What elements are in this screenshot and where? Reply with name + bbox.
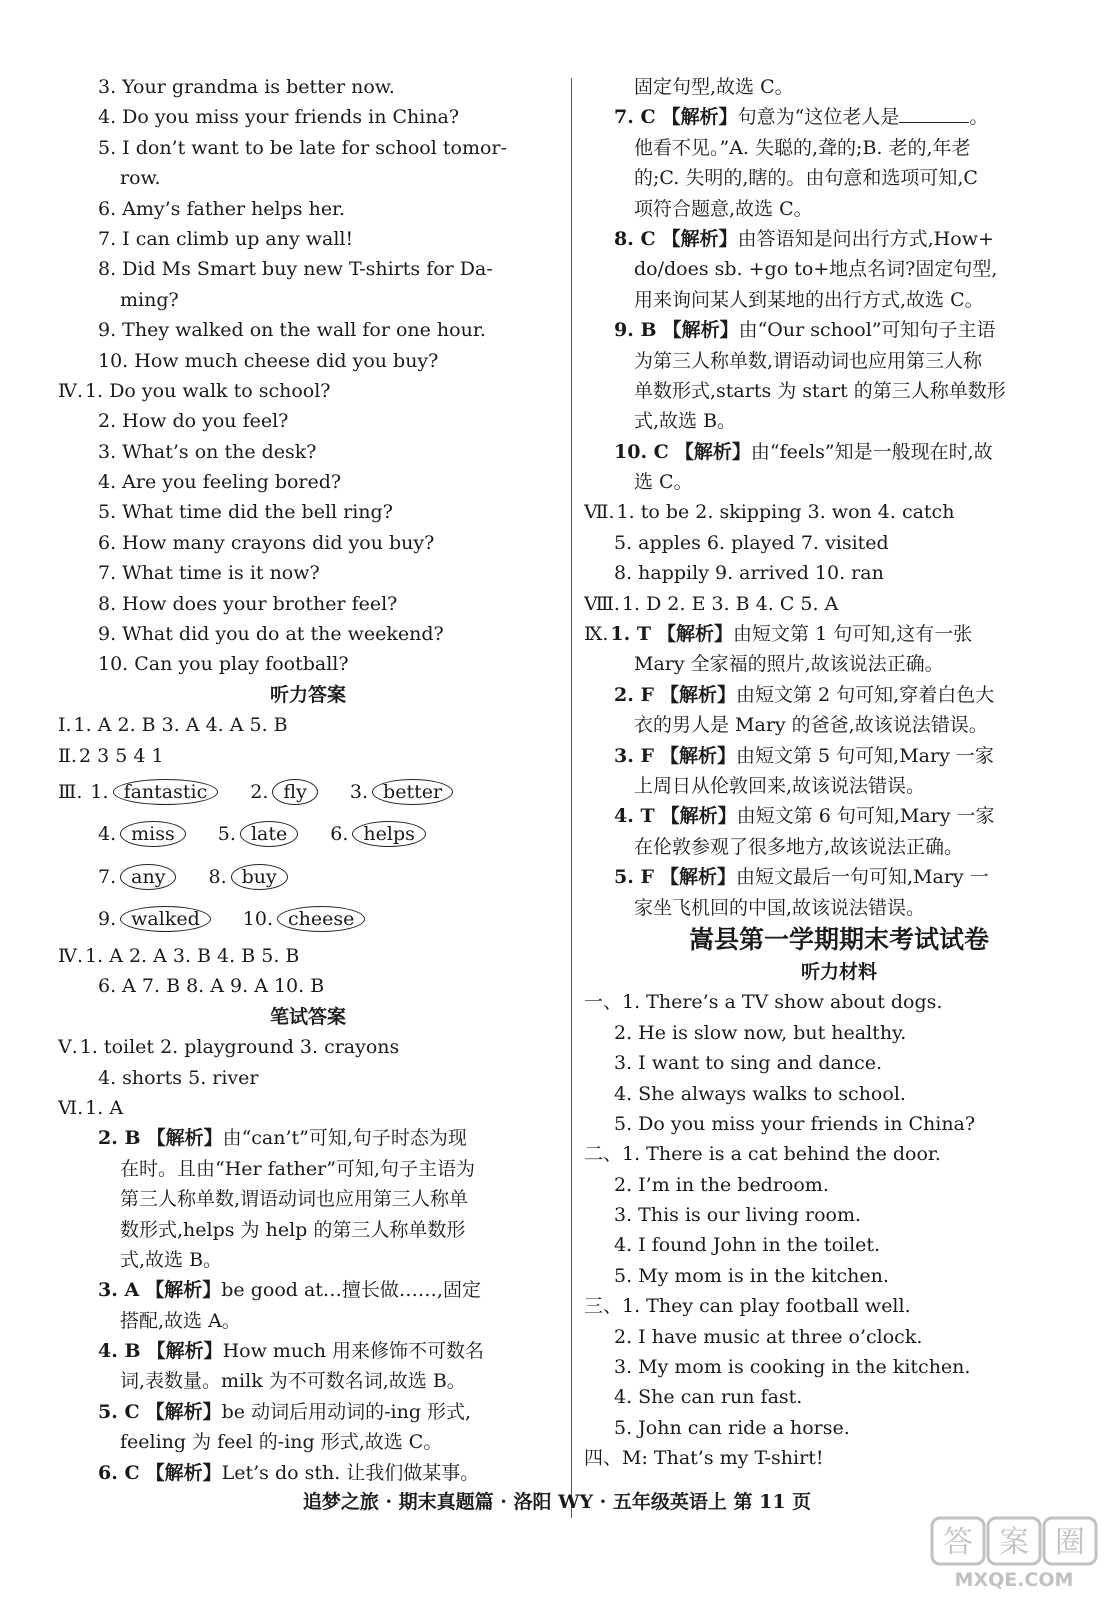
- page-footer: 追梦之旅 · 期末真题篇 · 洛阳 WY · 五年级英语上 第 11 页: [302, 1491, 812, 1513]
- right-column: [584, 72, 1094, 1474]
- answer-line: 1. Do you walk to school?: [85, 379, 331, 402]
- answer-line: 2 3 5 4 1: [78, 744, 164, 767]
- explanation-text: 式,故选 B。: [120, 1248, 223, 1271]
- part-label: 二、: [584, 1143, 623, 1166]
- watermark-glyph: 圈: [1055, 1525, 1085, 1560]
- section-numeral: Ⅶ.: [584, 501, 615, 524]
- item-number: 2.: [250, 780, 269, 803]
- answer-line: row.: [120, 167, 161, 190]
- answer-line: 8. happily 9. arrived 10. ran: [614, 562, 884, 585]
- explanation-tag: 【解析】: [661, 106, 738, 129]
- answer-line: 9. What did you do at the weekend?: [98, 623, 444, 646]
- circled-word: buy: [231, 864, 288, 890]
- explanation-text: 由短文最后一句可知,Mary 一: [736, 866, 989, 889]
- item-number: 6.: [330, 823, 349, 846]
- watermark-glyph: 案: [999, 1525, 1029, 1560]
- material-line: 2. I have music at three o’clock.: [614, 1325, 923, 1348]
- section-numeral: Ⅸ.: [584, 623, 609, 646]
- item-answer: 9. B: [614, 319, 657, 342]
- answer-line: 6. Amy’s father helps her.: [98, 197, 346, 220]
- circled-word: late: [240, 821, 298, 847]
- answer-line: 5. What time did the bell ring?: [98, 501, 393, 524]
- explanation-text: 式,故选 B。: [634, 410, 737, 433]
- answer-line: 1. A: [85, 1096, 124, 1119]
- explanation-tag: 【解析】: [660, 805, 737, 828]
- circled-word: any: [120, 864, 176, 890]
- section-numeral: Ⅰ.: [58, 714, 72, 737]
- explanation-block: [58, 1123, 558, 1488]
- explanation-tag: 【解析】: [661, 227, 738, 250]
- material-part-3: [584, 1291, 1094, 1443]
- material-line: 3. My mom is cooking in the kitchen.: [614, 1356, 971, 1379]
- material-line: 2. He is slow now, but healthy.: [614, 1021, 907, 1044]
- item-answer: 8. C: [614, 227, 656, 250]
- answer-line: 5. apples 6. played 7. visited: [614, 531, 889, 554]
- explanation-text: 为第三人称单数,谓语动词也应用第三人称: [634, 349, 983, 372]
- material-line: 5. Do you miss your friends in China?: [614, 1112, 976, 1135]
- listening-answers-heading: 听力答案: [269, 683, 346, 706]
- explanation-tag: 【解析】: [660, 683, 737, 706]
- item-number: 3.: [349, 780, 369, 803]
- explanation-text: be 动词后用动词的-ing 形式,: [221, 1400, 472, 1423]
- material-line: M: That’s my T-shirt!: [622, 1447, 824, 1470]
- explanation-text: 搭配,故选 A。: [120, 1309, 241, 1332]
- answer-line: 4. Do you miss your friends in China?: [98, 106, 460, 129]
- item-answer: 5. F: [614, 866, 654, 889]
- material-line: 4. I found John in the toilet.: [614, 1234, 881, 1257]
- watermark-url: MXQE.COM: [954, 1569, 1074, 1591]
- explanation-text: 上周日从伦敦回来,故该说法错误。: [634, 774, 926, 797]
- explanation-text: How much 用来修饰不可数名: [222, 1340, 485, 1363]
- material-line: 4. She can run fast.: [614, 1386, 803, 1409]
- material-line: 2. I’m in the bedroom.: [614, 1173, 829, 1196]
- explanation-text: Let’s do sth. 让我们做某事。: [221, 1461, 480, 1484]
- answer-line: 1. toilet 2. playground 3. crayons: [79, 1036, 400, 1059]
- circled-word: cheese: [277, 906, 365, 932]
- answer-line: 4. Are you feeling bored?: [98, 471, 342, 494]
- explanation-text: 衣的男人是 Mary 的爸爸,故该说法错误。: [634, 714, 988, 737]
- answer-line: 4. shorts 5. river: [98, 1066, 259, 1089]
- explanation-text: 由短文第 1 句可知,这有一张: [733, 623, 973, 646]
- section-numeral: Ⅱ.: [58, 744, 77, 767]
- section-numeral: Ⅳ.: [58, 379, 84, 402]
- answer-line: 10. Can you play football?: [98, 653, 349, 676]
- answer-line: 6. How many crayons did you buy?: [98, 531, 435, 554]
- explanation-text: 由短文第 5 句可知,Mary 一家: [736, 744, 994, 767]
- item-number: 1.: [90, 780, 109, 803]
- explanation-text: 的;C. 失明的,瞎的。由句意和选项可知,C: [634, 167, 978, 190]
- watermark-logo: [928, 1512, 1100, 1592]
- item-number: 4.: [98, 823, 117, 846]
- explanation-text: 。: [969, 106, 989, 129]
- answer-line: 1. to be 2. skipping 3. won 4. catch: [616, 501, 955, 524]
- explanation-text: 由短文第 6 句可知,Mary 一家: [736, 805, 995, 828]
- answer-line: 7. What time is it now?: [98, 562, 320, 585]
- explanation-text: 他看不见。”A. 失聪的,聋的;B. 老的,年老: [634, 136, 971, 159]
- answer-line: 5. I don’t want to be late for school tomor-: [98, 136, 507, 159]
- explanation-tag: 【解析】: [146, 1340, 223, 1363]
- answer-line: 1. A 2. A 3. B 4. B 5. B: [85, 944, 300, 967]
- explanation-text: 家坐飞机回的中国,故该说法错误。: [634, 896, 926, 919]
- explanation-tag: 【解析】: [660, 744, 737, 767]
- section-numeral: Ⅵ.: [58, 1096, 84, 1119]
- item-answer: 3. F: [614, 744, 654, 767]
- exam-title: 嵩县第一学期期末考试试卷: [688, 924, 989, 954]
- explanation-text: 选 C。: [634, 471, 693, 494]
- material-line: 1. There is a cat behind the door.: [622, 1143, 941, 1166]
- explanation-text: 由答语知是问出行方式,How+: [737, 227, 994, 250]
- part-label: 三、: [584, 1295, 623, 1318]
- item-answer: 5. C: [98, 1400, 140, 1423]
- item-number: 8.: [208, 865, 227, 888]
- material-line: 3. I want to sing and dance.: [614, 1052, 883, 1075]
- circled-word: walked: [120, 906, 211, 932]
- explanation-text: 用来询问某人到某地的出行方式,故选 C。: [634, 288, 984, 311]
- listening-material-heading: 听力材料: [800, 960, 877, 983]
- item-number: 7.: [98, 865, 117, 888]
- explanation-text: Mary 全家福的照片,故该说法正确。: [634, 653, 944, 676]
- explanation-text: 词,表数量。milk 为不可数名词,故选 B。: [120, 1370, 466, 1393]
- written-answers-heading: 笔试答案: [269, 1005, 346, 1028]
- material-line: 3. This is our living room.: [614, 1204, 862, 1227]
- item-answer: 3. A: [98, 1279, 140, 1302]
- circled-words-section: [58, 771, 558, 941]
- explanation-tag: 【解析】: [674, 440, 751, 463]
- material-part-1: [584, 987, 1094, 1139]
- section-numeral: Ⅴ.: [58, 1036, 78, 1059]
- explanation-tag: 【解析】: [145, 1279, 222, 1302]
- explanation-text: 在伦敦参观了很多地方,故该说法正确。: [634, 835, 964, 858]
- item-number: 5.: [217, 823, 236, 846]
- material-line: 5. My mom is in the kitchen.: [614, 1264, 889, 1287]
- explanation-tag: 【解析】: [145, 1400, 222, 1423]
- item-answer: 4. B: [98, 1340, 141, 1363]
- explanation-text: 数形式,helps 为 help 的第三人称单数形: [120, 1218, 466, 1241]
- answer-line: 10. How much cheese did you buy?: [98, 349, 439, 372]
- answer-line: 9. They walked on the wall for one hour.: [98, 319, 486, 342]
- section-numeral: Ⅳ.: [58, 944, 84, 967]
- explanation-text: 由“can’t”可知,句子时态为现: [222, 1127, 467, 1150]
- item-answer: 4. T: [614, 805, 655, 828]
- answer-line: 6. A 7. B 8. A 9. A 10. B: [98, 975, 325, 998]
- circled-word: fantastic: [113, 779, 219, 805]
- explanation-text: be good at…擅长做……,固定: [221, 1279, 481, 1302]
- explanation-tag: 【解析】: [662, 319, 739, 342]
- explanation-text: 由“feels”知是一般现在时,故: [750, 440, 993, 463]
- item-answer: 2. F: [614, 683, 654, 706]
- answer-line: 2. How do you feel?: [98, 410, 289, 433]
- answer-line: 3. What’s on the desk?: [98, 440, 317, 463]
- explanation-tag: 【解析】: [657, 623, 734, 646]
- true-false-section: [584, 619, 1094, 923]
- circled-word: helps: [352, 821, 425, 847]
- explanation-text: do/does sb. +go to+地点名词?固定句型,: [634, 258, 998, 281]
- explanation-text: 由“Our school”可知句子主语: [738, 319, 996, 342]
- explanation-text: 由短文第 2 句可知,穿着白色大: [736, 683, 995, 706]
- item-answer: 10. C: [614, 440, 669, 463]
- item-answer: 7. C: [614, 106, 656, 129]
- explanation-text: feeling 为 feel 的-ing 形式,故选 C。: [120, 1431, 443, 1454]
- explanation-tag: 【解析】: [146, 1127, 223, 1150]
- watermark-glyph: 答: [943, 1525, 973, 1560]
- section-numeral: Ⅲ.: [58, 780, 83, 803]
- item-answer: 1. T: [610, 623, 651, 646]
- explanation-tag: 【解析】: [660, 866, 737, 889]
- explanation-text: 在时。且由“Her father”可知,句子主语为: [120, 1157, 475, 1180]
- circled-word: better: [372, 779, 453, 805]
- part-label: 一、: [584, 991, 623, 1014]
- circled-word: miss: [120, 821, 186, 847]
- left-column: [58, 72, 558, 1488]
- material-line: 4. She always walks to school.: [614, 1082, 906, 1105]
- part-label: 四、: [584, 1447, 623, 1470]
- material-line: 1. There’s a TV show about dogs.: [622, 991, 943, 1014]
- item-number: 10.: [242, 908, 273, 931]
- material-line: 1. They can play football well.: [622, 1295, 911, 1318]
- answer-line: 8. How does your brother feel?: [98, 592, 398, 615]
- circled-word: fly: [272, 779, 317, 805]
- explanation-text: 第三人称单数,谓语动词也应用第三人称单: [120, 1188, 469, 1211]
- answer-line: 7. I can climb up any wall!: [98, 227, 354, 250]
- explanation-text: 项符合题意,故选 C。: [634, 197, 813, 220]
- answer-line: 1. A 2. B 3. A 4. A 5. B: [73, 714, 288, 737]
- fill-blank: [899, 104, 969, 123]
- explanation-text: 句意为“这位老人是: [737, 106, 900, 129]
- answer-line: 3. Your grandma is better now.: [98, 76, 395, 98]
- item-answer: 2. B: [98, 1127, 141, 1150]
- section-sentences-a: [58, 72, 558, 376]
- explanation-text: 单数形式,starts 为 start 的第三人称单数形: [634, 379, 1006, 402]
- explanation-text: 固定句型,故选 C。: [634, 76, 794, 98]
- section-numeral: Ⅷ.: [584, 592, 620, 615]
- answer-line: 1. D 2. E 3. B 4. C 5. A: [621, 592, 839, 615]
- item-answer: 6. C: [98, 1461, 140, 1484]
- column-divider: [571, 78, 572, 1518]
- explanation-tag: 【解析】: [145, 1461, 222, 1484]
- material-line: 5. John can ride a horse.: [614, 1416, 850, 1439]
- material-part-4: [584, 1443, 1094, 1473]
- item-number: 9.: [98, 908, 117, 931]
- answer-line: ming?: [120, 288, 179, 311]
- section-questions-iv: [58, 376, 558, 680]
- material-part-2: [584, 1139, 1094, 1291]
- answer-line: 8. Did Ms Smart buy new T-shirts for Da-: [98, 258, 493, 281]
